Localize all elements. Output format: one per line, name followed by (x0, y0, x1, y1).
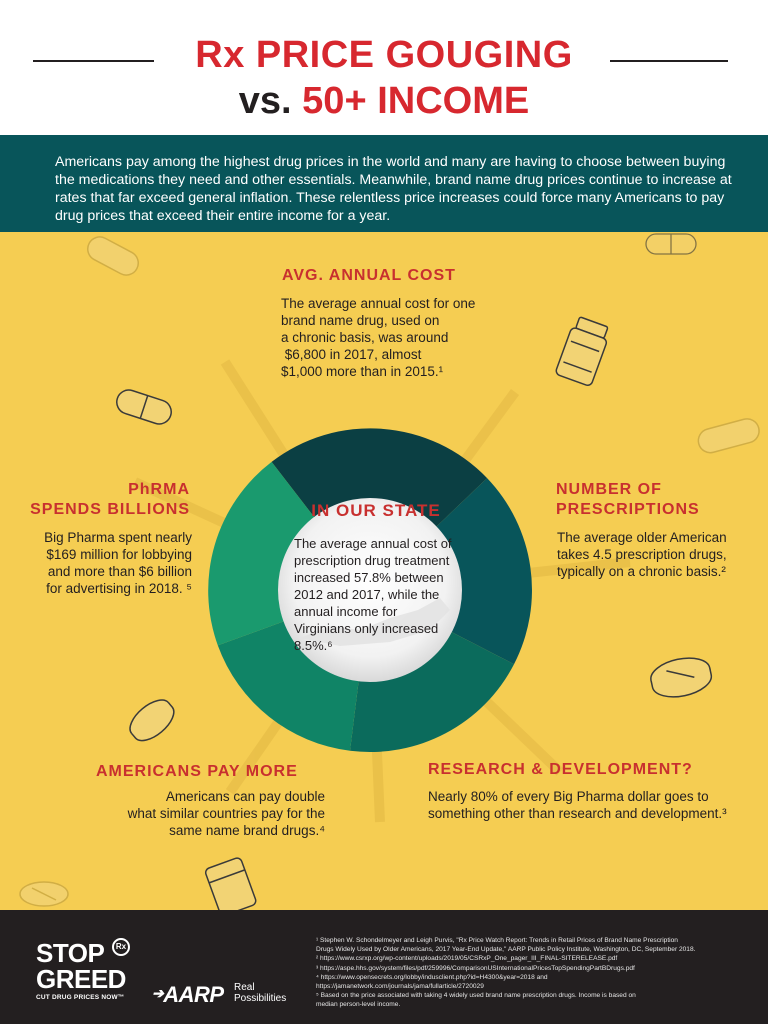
phrma-title: PhRMA SPENDS BILLIONS (30, 481, 190, 518)
page-subtitle (0, 80, 768, 123)
aarp-logo: ➔AARP (152, 982, 224, 1007)
avg-cost-title: AVG. ANNUAL COST (282, 267, 456, 284)
avg-cost-text: The average annual cost for one brand name drug, used on a chronic basis, was around $6,800 in 2017, almost $1,000 more than in 2015.¹ (281, 296, 476, 379)
title-income: 50+ INCOME (302, 80, 530, 122)
aarp-tagline: Real Possibilities (234, 982, 287, 1004)
state-text: The average annual cost of prescription drug treatment increased 57.8% between 2012 and 2017, while the annual income for Virginians only increased 8.5%.⁶ (294, 536, 452, 653)
footnote: ² https://www.csrxp.org/wp-content/uploads/2019/05/CSRxP_One_pager_III_FINAL-SITERELEASE.pdf (316, 955, 618, 963)
prescriptions-title: NUMBER OF PRESCRIPTIONS (556, 481, 700, 518)
page-title: Rx PRICE GOUGING (195, 34, 573, 76)
americans-text: Americans can pay double what similar countries pay for the same name brand drugs.⁴ (127, 789, 325, 838)
research-title: RESEARCH & DEVELOPMENT? (428, 761, 693, 778)
footnote: ⁵ Based on the price associated with taking 4 widely used brand name prescription drugs. Income is based on (316, 992, 636, 1000)
phrma-text: Big Pharma spent nearly $169 million for lobbying and more than $6 billion for advertising in 2018. ⁵ (44, 530, 192, 596)
footnote: ³ https://aspe.hhs.gov/system/files/pdf/259996/ComparisonUSInternationalPricesTopSpendingPartBDrugs.pdf (316, 964, 635, 972)
intro-banner (0, 135, 768, 232)
footnotes (316, 936, 756, 1010)
prescriptions-text: The average older American takes 4.5 prescription drugs, typically on a chronic basis.² (557, 530, 727, 579)
footnote: https://jamanetwork.com/journals/jama/fullarticle/2720029 (316, 983, 484, 991)
americans-title: AMERICANS PAY MORE (96, 763, 298, 780)
logo-tagline: CUT DRUG PRICES NOW™ (36, 994, 125, 1001)
logo-stop: STOP (36, 938, 105, 968)
logo-greed: GREED (36, 964, 126, 994)
infographic-body (0, 232, 768, 910)
rx-icon: Rx (112, 938, 130, 956)
state-title: IN OUR STATE (311, 501, 441, 520)
stop-greed-logo (36, 940, 136, 1012)
footnote: median person-level income. (316, 1001, 401, 1009)
header (0, 0, 768, 135)
research-text: Nearly 80% of every Big Pharma dollar goes to something other than research and development.³ (428, 789, 727, 821)
title-vs: vs. (238, 80, 292, 122)
intro-text: Americans pay among the highest drug prices in the world and many are having to choose between buying the medications they need and other essentials. Meanwhile, brand name drug prices continue to increase at rates that far exceed general inflation. These relentless price increases could force many Americans to pay drug prices that exceed their entire income for a year. (55, 154, 732, 224)
footnote: ¹ Stephen W. Schondelmeyer and Leigh Purvis, "Rx Price Watch Report: Trends in Retail Prices of Brand Name Prescription (316, 937, 678, 944)
footnote: Drugs Widely Used by Older Americans, 2017 Year-End Update," AARP Public Policy Institute, Washington, DC, September 2018. (316, 946, 696, 954)
footnote: ⁴ https://www.opensecrets.org/lobby/indusclient.php?id=H4300&year=2018 and (316, 973, 548, 981)
footer (0, 910, 768, 1024)
